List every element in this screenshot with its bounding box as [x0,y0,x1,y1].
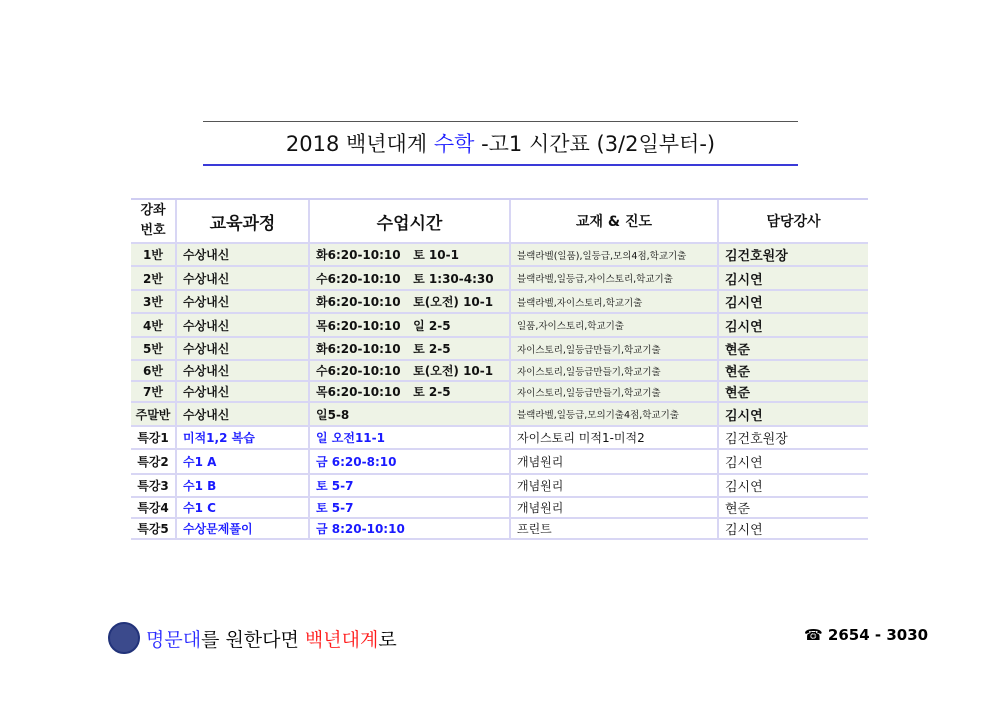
cell-course: 수상내신 [176,381,309,402]
cell-course: 수상내신 [176,402,309,426]
title-subject: 수학 [433,132,475,156]
cell-num: 3반 [131,290,176,313]
title-text: 2018 백년대계 [285,132,434,156]
cell-teacher: 김시연 [718,402,868,426]
cell-teacher: 김시연 [718,474,868,497]
cell-course: 수상내신 [176,360,309,381]
slogan-text-2: 로 [378,628,397,651]
cell-course: 수상문제풀이 [176,518,309,539]
school-seal-icon [108,622,140,654]
table-row [131,360,868,381]
cell-book: 블랙라벨,일등급,모의기출4점,학교기출 [510,402,718,426]
phone-number [804,626,928,644]
slogan-red: 백년대계 [304,628,379,651]
cell-time: 수6:20-10:10 토(오전) 10-1 [309,360,510,381]
header-teacher: 담당강사 [718,199,868,243]
cell-course: 수상내신 [176,313,309,337]
table-row [131,518,868,539]
cell-book: 개념원리 [510,449,718,474]
title-text-2: -고1 시간표 (3/2일부터-) [474,132,716,156]
cell-book: 블랙라벨,자이스토리,학교기출 [510,290,718,313]
table-row [131,381,868,402]
footer-slogan [108,622,397,654]
cell-book: 개념원리 [510,474,718,497]
cell-book: 자이스토리,일등급만들기,학교기출 [510,381,718,402]
slogan-text: 를 원한다면 [201,628,305,651]
cell-teacher: 현준 [718,497,868,518]
table-header [131,199,868,243]
slogan-blue: 명문대 [146,628,202,651]
cell-course: 수1 C [176,497,309,518]
table-row [131,497,868,518]
cell-time: 화6:20-10:10 토 10-1 [309,243,510,266]
cell-teacher: 현준 [718,360,868,381]
timetable [131,198,868,540]
cell-time: 화6:20-10:10 토(오전) 10-1 [309,290,510,313]
cell-num: 주말반 [131,402,176,426]
cell-num: 특강4 [131,497,176,518]
table-row [131,474,868,497]
cell-num: 특강2 [131,449,176,474]
cell-teacher: 김시연 [718,266,868,290]
cell-book: 자이스토리,일등급만들기,학교기출 [510,337,718,360]
cell-course: 수1 B [176,474,309,497]
cell-book: 자이스토리 미적1-미적2 [510,426,718,449]
table-row [131,449,868,474]
cell-time: 토 5-7 [309,474,510,497]
cell-teacher: 김시연 [718,449,868,474]
cell-course: 미적1,2 복습 [176,426,309,449]
cell-time: 토 5-7 [309,497,510,518]
cell-book: 블랙라벨(일품),일등급,모의4점,학교기출 [510,243,718,266]
cell-teacher: 김시연 [718,290,868,313]
phone-icon: ☎ [804,626,823,644]
header-course: 교육과정 [176,199,309,243]
cell-time: 일5-8 [309,402,510,426]
cell-num: 6반 [131,360,176,381]
table-row [131,313,868,337]
cell-book: 블랙라벨,일등급,자이스토리,학교기출 [510,266,718,290]
cell-teacher: 김시연 [718,518,868,539]
header-time: 수업시간 [309,199,510,243]
table-row [131,402,868,426]
page-title [203,128,798,158]
cell-num: 5반 [131,337,176,360]
cell-time: 수6:20-10:10 토 1:30-4:30 [309,266,510,290]
cell-teacher: 김건호원장 [718,243,868,266]
cell-num: 특강3 [131,474,176,497]
cell-book: 프린트 [510,518,718,539]
cell-teacher: 현준 [718,337,868,360]
cell-time: 목6:20-10:10 일 2-5 [309,313,510,337]
cell-num: 특강5 [131,518,176,539]
title-top-rule [203,121,798,122]
cell-course: 수상내신 [176,290,309,313]
cell-time: 목6:20-10:10 토 2-5 [309,381,510,402]
title-bottom-rule [203,164,798,166]
cell-course: 수상내신 [176,266,309,290]
cell-book: 일품,자이스토리,학교기출 [510,313,718,337]
table-row [131,426,868,449]
cell-time: 금 6:20-8:10 [309,449,510,474]
cell-book: 개념원리 [510,497,718,518]
table-row [131,243,868,266]
cell-teacher: 김건호원장 [718,426,868,449]
cell-time: 금 8:20-10:10 [309,518,510,539]
cell-num: 7반 [131,381,176,402]
cell-time: 일 오전11-1 [309,426,510,449]
phone-text: 2654 - 3030 [827,626,929,644]
cell-num: 4반 [131,313,176,337]
cell-course: 수상내신 [176,243,309,266]
cell-teacher: 김시연 [718,313,868,337]
header-num: 강좌 번호 [131,199,176,243]
cell-num: 2반 [131,266,176,290]
cell-num: 특강1 [131,426,176,449]
table-row [131,290,868,313]
cell-num: 1반 [131,243,176,266]
table-row [131,337,868,360]
cell-book: 자이스토리,일등급만들기,학교기출 [510,360,718,381]
header-book: 교재 & 진도 [510,199,718,243]
cell-time: 화6:20-10:10 토 2-5 [309,337,510,360]
table-row [131,266,868,290]
cell-course: 수상내신 [176,337,309,360]
cell-teacher: 현준 [718,381,868,402]
cell-course: 수1 A [176,449,309,474]
